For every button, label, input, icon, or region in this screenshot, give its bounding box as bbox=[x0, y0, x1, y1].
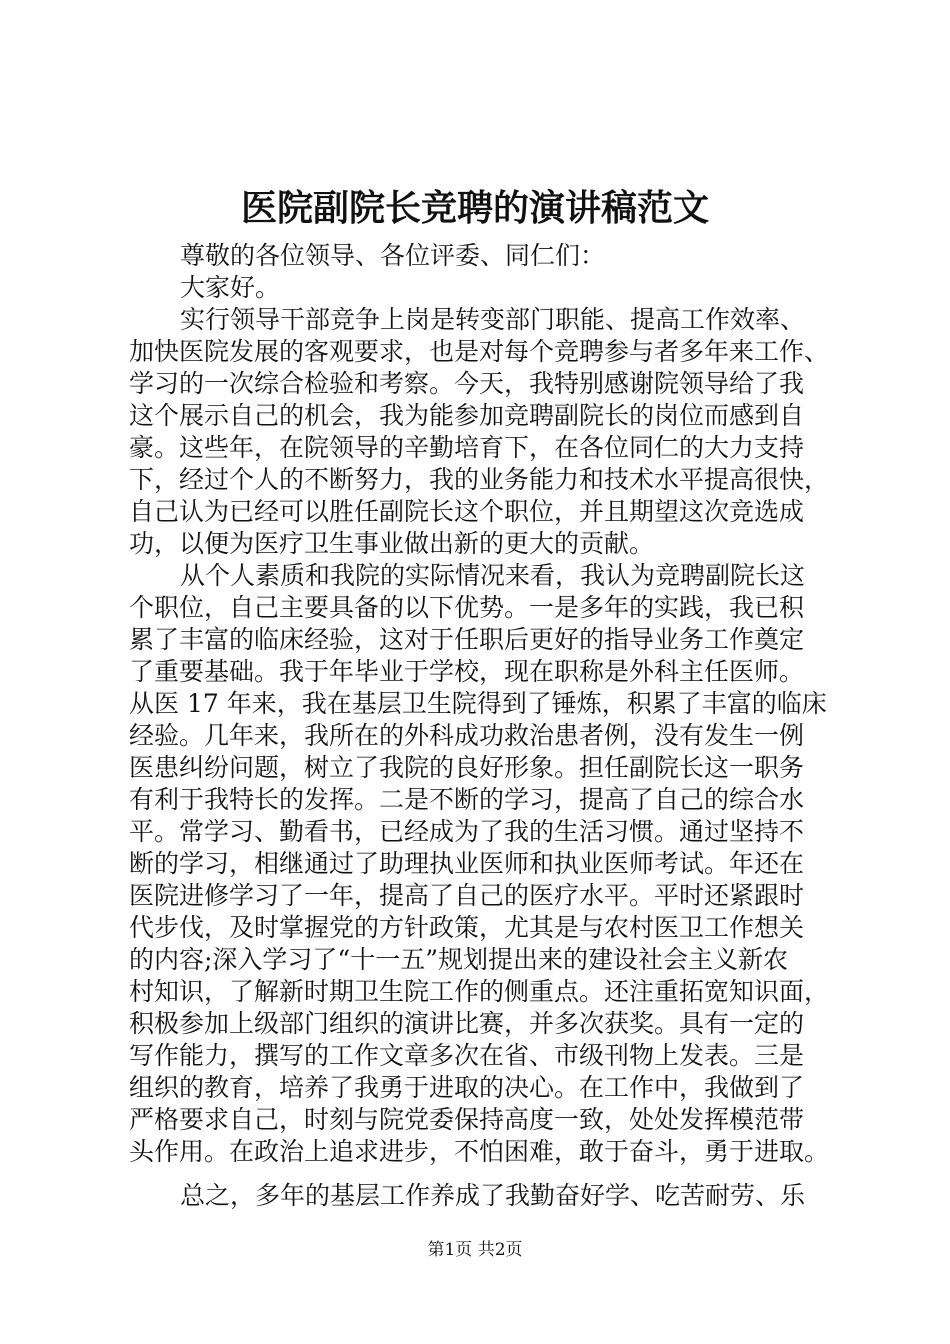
text-line: 医院进修学习了一年，提高了自己的医疗水平。平时还紧跟时 bbox=[129, 881, 805, 910]
text-line: 代步伐，及时掌握党的方针政策，尤其是与农村医卫工作想关 bbox=[129, 913, 805, 942]
text-line: 有利于我特长的发挥。二是不断的学习，提高了自己的综合水 bbox=[129, 785, 805, 814]
text-line: 加快医院发展的客观要求，也是对每个竞聘参与者多年来工作、 bbox=[129, 337, 830, 366]
text-line: 头作用。在政治上追求进步，不怕困难，敢于奋斗，勇于进取。 bbox=[129, 1137, 830, 1166]
text-line: 组织的教育，培养了我勇于进取的决心。在工作中，我做到了 bbox=[129, 1073, 805, 1102]
text-line: 功，以便为医疗卫生事业做出新的更大的贡献。 bbox=[129, 529, 655, 558]
text-line: 断的学习，相继通过了助理执业医师和执业医师考试。年还在 bbox=[129, 849, 805, 878]
text-line: 村知识，了解新时期卫生院工作的侧重点。还注重拓宽知识面， bbox=[129, 977, 830, 1006]
text-line: 下，经过个人的不断努力，我的业务能力和技术水平提高很快， bbox=[129, 465, 830, 494]
text-line: 实行领导干部竞争上岗是转变部门职能、提高工作效率、 bbox=[180, 305, 806, 334]
text-line: 的内容;深入学习了“十一五”规划提出来的建设社会主义新农 bbox=[129, 945, 788, 974]
text-line: 医患纠纷问题，树立了我院的良好形象。担任副院长这一职务 bbox=[129, 753, 805, 782]
page-number-footer: 第1页 共2页 bbox=[427, 1240, 523, 1260]
text-line: 豪。这些年，在院领导的辛勤培育下，在各位同仁的大力支持 bbox=[129, 433, 805, 462]
text-line: 大家好。 bbox=[180, 273, 281, 302]
text-line: 平。常学习、勤看书，已经成为了我的生活习惯。通过坚持不 bbox=[129, 817, 805, 846]
text-line: 积极参加上级部门组织的演讲比赛，并多次获奖。具有一定的 bbox=[129, 1009, 805, 1038]
text-line: 写作能力，撰写的工作文章多次在省、市级刊物上发表。三是 bbox=[129, 1041, 805, 1070]
text-line: 了重要基础。我于年毕业于学校，现在职称是外科主任医师。 bbox=[129, 657, 805, 686]
text-line: 尊敬的各位领导、各位评委、同仁们： bbox=[180, 241, 606, 270]
text-line: 累了丰富的临床经验，这对于任职后更好的指导业务工作奠定 bbox=[129, 625, 805, 654]
text-line: 从医 17 年来，我在基层卫生院得到了锤炼，积累了丰富的临床 bbox=[129, 689, 827, 718]
text-line: 从个人素质和我院的实际情况来看，我认为竞聘副院长这 bbox=[180, 561, 806, 590]
text-line: 个职位，自己主要具备的以下优势。一是多年的实践，我已积 bbox=[129, 593, 805, 622]
text-line: 严格要求自己，时刻与院党委保持高度一致，处处发挥模范带 bbox=[129, 1105, 805, 1134]
page-title: 医院副院长竞聘的演讲稿范文 bbox=[240, 187, 709, 229]
closing-line: 总之，多年的基层工作养成了我勤奋好学、吃苦耐劳、乐 bbox=[180, 1181, 806, 1210]
text-line: 经验。几年来，我所在的外科成功救治患者例，没有发生一例 bbox=[129, 721, 805, 750]
text-line: 自己认为已经可以胜任副院长这个职位，并且期望这次竞选成 bbox=[129, 497, 805, 526]
text-line: 学习的一次综合检验和考察。今天，我特别感谢院领导给了我 bbox=[129, 369, 805, 398]
text-line: 这个展示自己的机会，我为能参加竞聘副院长的岗位而感到自 bbox=[129, 401, 805, 430]
